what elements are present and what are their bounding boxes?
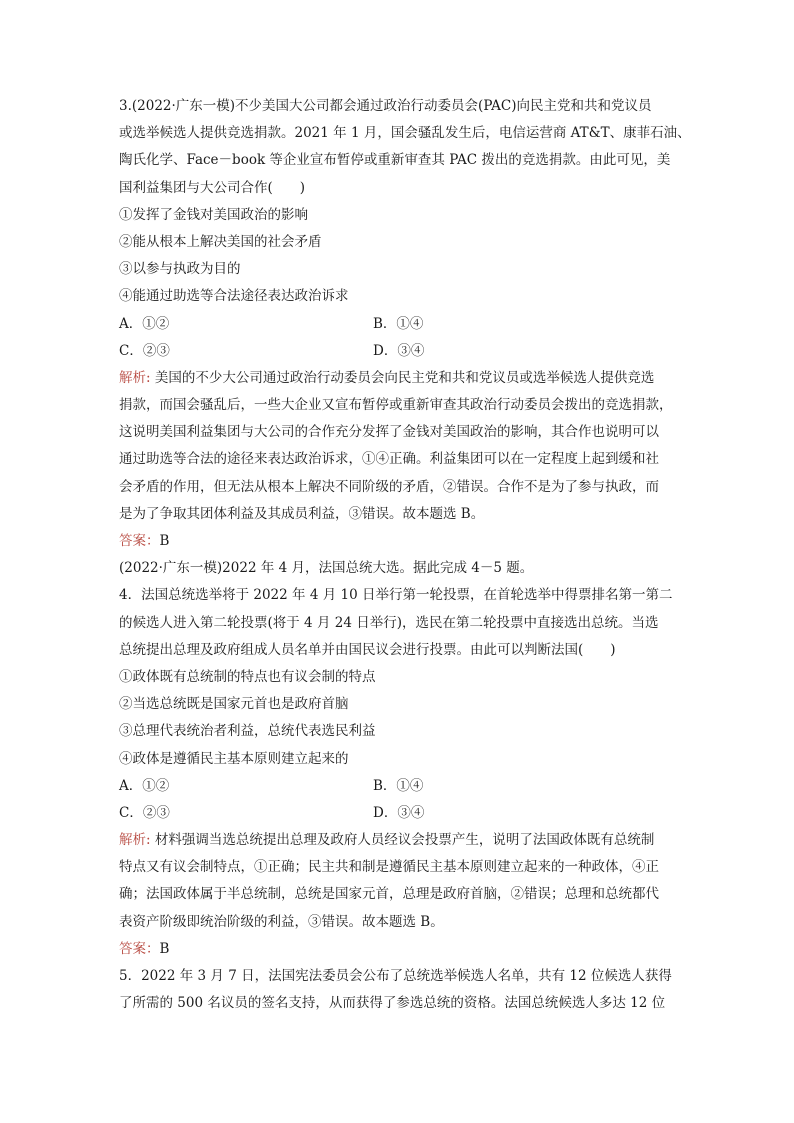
option-d: D．③④ xyxy=(373,342,425,359)
analysis-line xyxy=(119,365,681,392)
statement-item: ①发挥了金钱对美国政治的影响 xyxy=(119,206,308,223)
question-5 xyxy=(119,963,681,1017)
question-stem-line: 5．2022 年 3 月 7 日，法国宪法委员会公布了总统选举候选人名单，共有 12 位候选人获得 xyxy=(119,968,672,984)
question-stem-line: 或选举候选人提供竞选捐款。2021 年 1 月，国会骚乱发生后，电信运营商 AT&T、康菲石油、 xyxy=(119,125,691,142)
question-4 xyxy=(119,582,681,963)
answer-line xyxy=(119,528,681,555)
statement-item: ④政体是遵循民主基本原则建立起来的 xyxy=(119,750,349,767)
group-intro: (2022·广东一模)2022 年 4 月，法国总统大选。据此完成 4－5 题。 xyxy=(119,560,534,577)
analysis-line: 捐款，而国会骚乱后，一些大企业又宣布暂停或重新审查其政治行动委员会拨出的竞选捐款， xyxy=(119,397,673,414)
analysis-line: 会矛盾的作用，但无法从根本上解决不同阶级的矛盾，②错误。合作不是为了参与执政，而 xyxy=(119,478,659,495)
analysis-line xyxy=(119,827,681,854)
question-stem-line: 3.(2022·广东一模)不少美国大公司都会通过政治行动委员会(PAC)向民主党和共和党议员 xyxy=(119,98,652,114)
statement-item: ③总理代表统治者利益，总统代表选民利益 xyxy=(119,723,376,740)
analysis-line: 通过助选等合法的途径来表达政治诉求，①④正确。利益集团可以在一定程度上起到缓和社 xyxy=(119,451,659,468)
statement-item: ②能从根本上解决美国的社会矛盾 xyxy=(119,233,322,250)
analysis-text: 美国的不少大公司通过政治行动委员会向民主党和共和党议员或选举候选人提供竞选 xyxy=(150,369,655,386)
option-d: D．③④ xyxy=(373,804,425,821)
analysis-label: 解析: xyxy=(119,832,151,849)
answer-value: B xyxy=(159,533,170,549)
analysis-line: 确；法国政体属于半总统制，总统是国家元首，总理是政府首脑，②错误；总理和总统都代 xyxy=(119,886,659,903)
question-stem-line: 国利益集团与大公司合作( ) xyxy=(119,179,306,196)
question-stem-line: 4．法国总统选举将于 2022 年 4 月 10 日举行第一轮投票，在首轮选举中得票排名第一第二 xyxy=(119,587,673,604)
option-b: B．①④ xyxy=(373,315,424,332)
answer-label: 答案： xyxy=(119,940,160,957)
analysis-line: 这说明美国利益集团与大公司的合作充分发挥了金钱对美国政治的影响，其合作也说明可以 xyxy=(119,424,659,441)
answer-label: 答案： xyxy=(119,533,160,549)
option-a: A．①② xyxy=(119,315,170,332)
option-c: C．②③ xyxy=(119,804,170,821)
option-b: B．①④ xyxy=(373,777,424,794)
question-stem-line: 陶氏化学、Face－book 等企业宣布暂停或重新审查其 PAC 拨出的竞选捐款。由此可见，美 xyxy=(119,152,671,169)
answer-line xyxy=(119,936,681,963)
analysis-line: 是为了争取其团体利益及其成员利益，③错误。故本题选 B。 xyxy=(119,505,485,522)
options-row xyxy=(119,338,681,365)
analysis-text: 材料强调当选总统提出总理及政府人员经议会投票产生，说明了法国政体既有总统制 xyxy=(150,832,655,849)
option-a: A．①② xyxy=(119,777,170,794)
analysis-label: 解析: xyxy=(119,369,151,386)
statement-item: ④能通过助选等合法途径表达政治诉求 xyxy=(119,288,349,305)
analysis-line: 特点又有议会制特点，①正确；民主共和制是遵循民主基本原则建立起来的一种政体，④正 xyxy=(119,859,659,876)
statement-item: ①政体既有总统制的特点也有议会制的特点 xyxy=(119,668,376,685)
statement-item: ③以参与执政为目的 xyxy=(119,261,241,278)
question-3 xyxy=(119,93,691,555)
options-row xyxy=(119,311,681,338)
question-stem-line: 了所需的 500 名议员的签名支持，从而获得了参选总统的资格。法国总统候选人多达 12 位 xyxy=(119,995,666,1012)
statement-item: ②当选总统既是国家元首也是政府首脑 xyxy=(119,696,349,713)
question-stem-line: 总统提出总理及政府组成人员名单并由国民议会进行投票。由此可以判断法国( ) xyxy=(119,641,616,658)
question-stem-line: 的候选人进入第二轮投票(将于 4 月 24 日举行)，选民在第二轮投票中直接选出总统。当选 xyxy=(119,614,659,631)
document-body xyxy=(119,93,691,1017)
option-c: C．②③ xyxy=(119,342,170,359)
options-row xyxy=(119,773,681,800)
analysis-line: 表资产阶级即统治阶级的利益，③错误。故本题选 B。 xyxy=(119,913,444,930)
answer-value: B xyxy=(159,940,170,957)
options-row xyxy=(119,800,681,827)
